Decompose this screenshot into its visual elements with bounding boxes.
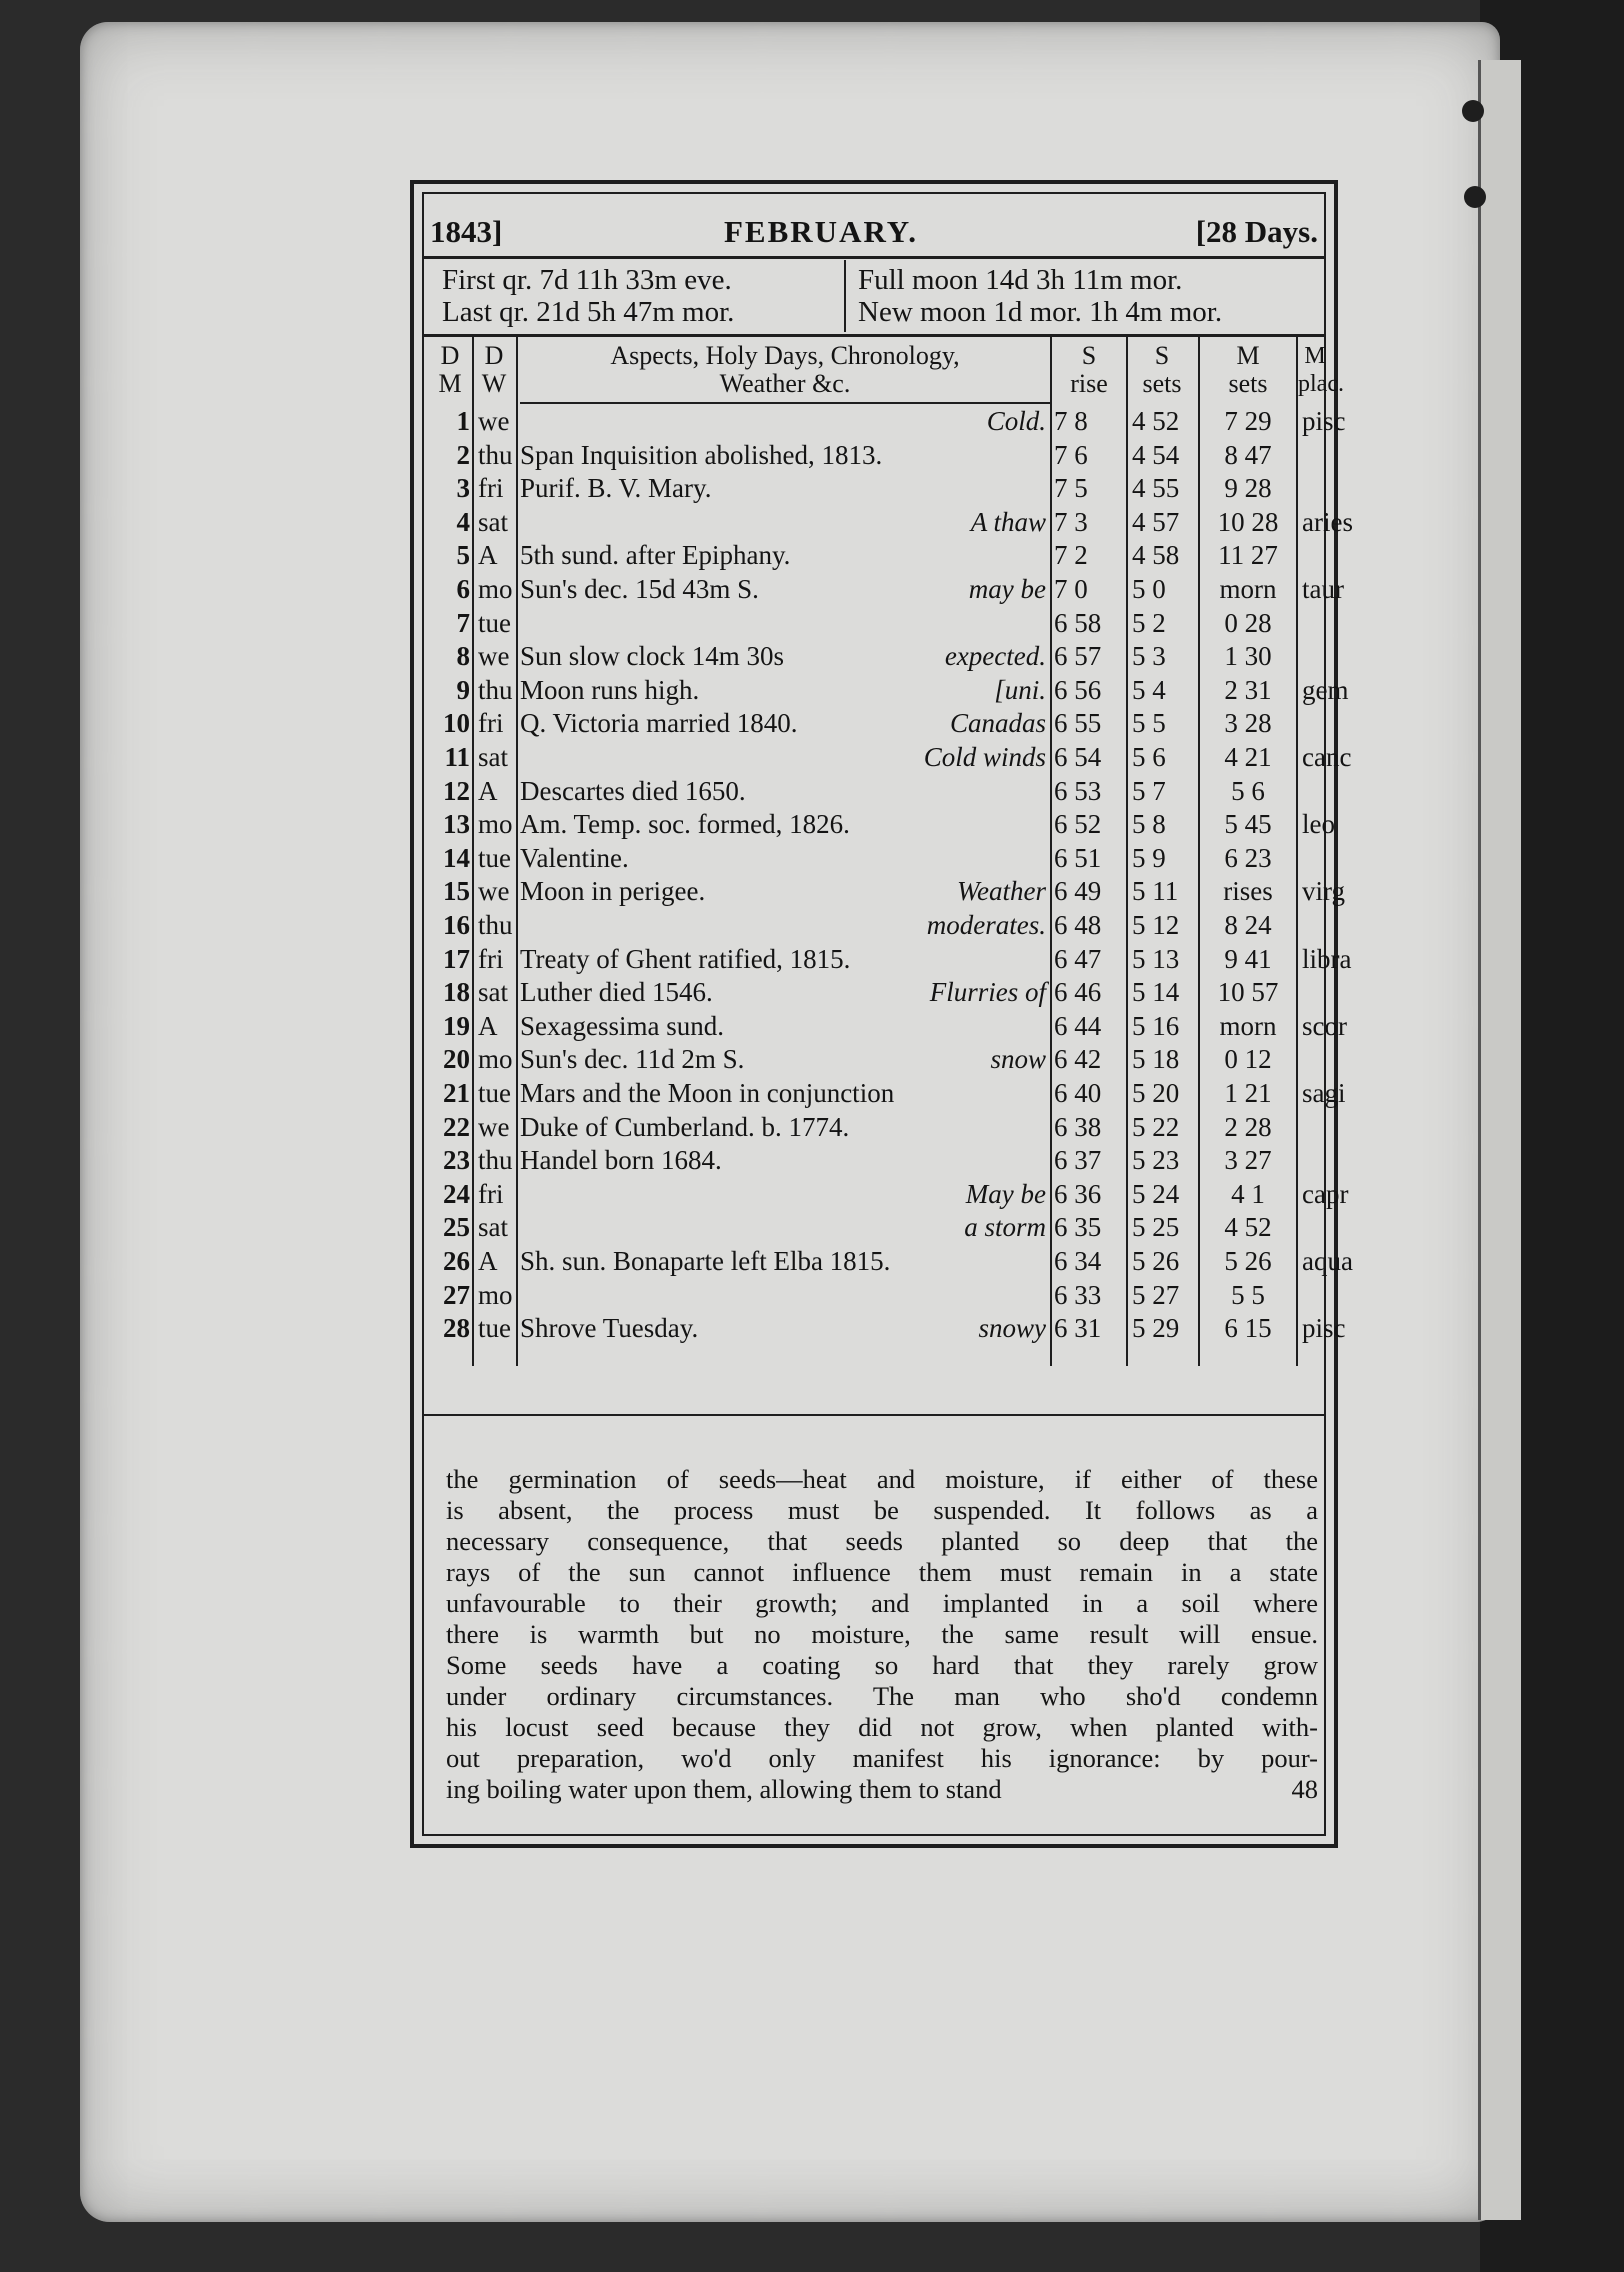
calendar-row <box>424 843 1332 874</box>
event-text: Am. Temp. soc. formed, 1826. <box>520 809 850 840</box>
sun-rise: 6 42 <box>1054 1044 1102 1075</box>
moon-sets: 4 1 <box>1231 1178 1265 1209</box>
calendar-row <box>424 574 1344 605</box>
weather-note: moderates. <box>926 910 1046 940</box>
day-of-week: A <box>478 1246 498 1276</box>
event-text: Moon in perigee. <box>520 876 706 907</box>
event-text: Purif. B. V. Mary. <box>520 473 712 504</box>
day-of-month: 2 <box>456 439 470 470</box>
moon-sets: 9 41 <box>1224 943 1272 974</box>
day-of-month: 11 <box>444 742 470 772</box>
sun-sets: 4 54 <box>1132 439 1180 470</box>
day-of-week: A <box>478 1010 498 1041</box>
moon-sets: 6 23 <box>1224 842 1272 873</box>
calendar-row <box>424 1246 1353 1277</box>
moon-sets: 5 45 <box>1224 809 1272 840</box>
calendar-row <box>424 540 1332 571</box>
calendar-row <box>424 608 1332 639</box>
day-of-week: we <box>478 876 510 907</box>
moon-sets: 1 30 <box>1224 641 1272 672</box>
day-of-week: sat <box>478 742 508 772</box>
sun-sets: 5 12 <box>1132 910 1180 940</box>
calendar-row <box>424 1010 1347 1042</box>
day-of-month: 26 <box>443 1246 470 1276</box>
sun-sets: 5 9 <box>1132 842 1166 873</box>
sun-sets: 5 27 <box>1132 1279 1180 1310</box>
calendar-row <box>424 910 1332 941</box>
moon-sets: 4 21 <box>1224 742 1272 772</box>
col-sun-sets-top: S <box>1154 341 1170 370</box>
col-moon-sets-top: M <box>1236 341 1260 370</box>
days-count: [28 Days. <box>1195 214 1318 249</box>
sun-sets: 5 5 <box>1132 708 1166 739</box>
text-line: ing boiling water upon them, allowing them to stand <box>446 1774 1002 1804</box>
calendar-row <box>424 1044 1332 1075</box>
text-line: under ordinary circumstances. The man who sho'd condemn <box>446 1681 1318 1711</box>
col-sun-rise-top: S <box>1081 341 1097 370</box>
day-of-week: fri <box>478 473 504 504</box>
col-day-month <box>430 342 470 398</box>
day-of-month: 27 <box>443 1279 470 1310</box>
sun-rise: 7 5 <box>1054 473 1088 504</box>
day-of-week: fri <box>478 1178 504 1209</box>
moon-sets: 4 52 <box>1224 1212 1272 1243</box>
sun-rise: 6 56 <box>1054 674 1102 705</box>
sun-sets: 5 11 <box>1132 876 1179 907</box>
event-text: Moon runs high. <box>520 674 700 705</box>
month-title: FEBRUARY. <box>724 214 919 249</box>
day-of-week: sat <box>478 1212 508 1243</box>
event-text: Sun's dec. 15d 43m S. <box>520 574 759 604</box>
sun-rise: 6 54 <box>1054 742 1102 772</box>
col-moon-place-bottom: plac. <box>1298 371 1344 397</box>
calendar-rows <box>424 406 1353 1366</box>
moon-sets: rises <box>1223 876 1273 907</box>
event-text: Descartes died 1650. <box>520 775 746 806</box>
year-label: 1843] <box>430 214 503 249</box>
col-sun-sets-bottom: sets <box>1142 369 1182 398</box>
calendar-row <box>424 1112 1332 1143</box>
moon-sets: 11 27 <box>1218 540 1278 571</box>
col-dm-top: D <box>440 341 460 370</box>
sun-rise: 6 38 <box>1054 1111 1102 1142</box>
calendar-row <box>424 1212 1332 1243</box>
moon-sets: 10 57 <box>1217 977 1279 1008</box>
calendar-row <box>424 1313 1346 1344</box>
moon-sets: 0 28 <box>1224 607 1272 638</box>
day-of-week: mo <box>478 1279 513 1310</box>
event-text: 5th sund. after Epiphany. <box>520 540 791 571</box>
col-moon-sets <box>1200 342 1296 398</box>
day-of-month: 8 <box>456 641 470 672</box>
moon-sets: morn <box>1219 1010 1277 1041</box>
calendar-row <box>424 809 1335 840</box>
day-of-month: 18 <box>443 977 470 1008</box>
sun-sets: 5 26 <box>1132 1246 1180 1276</box>
col-sun-sets <box>1128 342 1196 398</box>
calendar-row <box>424 506 1353 538</box>
sun-rise: 7 3 <box>1054 506 1088 537</box>
text-line: necessary consequence, that seeds planted so deep that the <box>446 1526 1318 1556</box>
day-of-month: 1 <box>456 406 470 436</box>
day-of-week: fri <box>478 943 504 974</box>
event-text: Luther died 1546. <box>520 977 713 1008</box>
day-of-week: sat <box>478 977 508 1008</box>
day-of-week: we <box>478 406 510 436</box>
calendar-row <box>424 876 1346 907</box>
moon-sets: 3 28 <box>1224 708 1272 739</box>
sun-rise: 6 31 <box>1054 1313 1102 1344</box>
binding-hole <box>1462 100 1484 122</box>
text-line-last <box>446 1774 1318 1805</box>
day-of-month: 10 <box>443 708 470 739</box>
day-of-week: fri <box>478 708 504 739</box>
col-aspects <box>520 342 1050 398</box>
moon-place: aries <box>1302 506 1353 537</box>
calendar-row <box>424 440 1332 471</box>
moon-place: scor <box>1302 1010 1347 1041</box>
day-of-month: 25 <box>443 1212 470 1243</box>
moon-place: pisc <box>1302 1313 1346 1344</box>
weather-note: expected. <box>944 641 1046 672</box>
day-of-week: tue <box>478 607 511 638</box>
day-of-month: 17 <box>443 943 470 974</box>
sun-rise: 6 33 <box>1054 1279 1102 1310</box>
day-of-month: 15 <box>443 876 470 907</box>
sun-sets: 5 24 <box>1132 1178 1180 1209</box>
sun-rise: 6 36 <box>1054 1178 1102 1209</box>
sun-sets: 5 2 <box>1132 607 1166 638</box>
sun-rise: 7 8 <box>1054 406 1088 436</box>
col-aspects-line1: Aspects, Holy Days, Chronology, <box>610 341 960 370</box>
moon-sets: 0 12 <box>1224 1044 1272 1075</box>
sun-rise: 7 0 <box>1054 574 1088 604</box>
moon-place: libra <box>1302 943 1352 974</box>
event-text: Shrove Tuesday. <box>520 1313 699 1344</box>
day-of-month: 6 <box>456 574 470 604</box>
sun-sets: 5 0 <box>1132 574 1166 604</box>
sun-rise: 7 6 <box>1054 439 1088 470</box>
sun-rise: 6 53 <box>1054 775 1102 806</box>
day-of-month: 23 <box>443 1145 470 1176</box>
calendar-row <box>424 1078 1346 1109</box>
text-line: there is warmth but no moisture, the same result will ensue. <box>446 1619 1318 1649</box>
sun-rise: 6 34 <box>1054 1246 1102 1276</box>
sun-sets: 5 16 <box>1132 1010 1180 1041</box>
sun-rise: 6 44 <box>1054 1010 1102 1041</box>
calendar-row <box>424 1178 1349 1210</box>
moon-rule <box>424 334 1324 337</box>
day-of-month: 16 <box>443 910 470 940</box>
sun-rise: 6 49 <box>1054 876 1102 907</box>
col-moon-place <box>1298 342 1344 398</box>
day-of-month: 3 <box>456 473 470 504</box>
day-of-week: tue <box>478 1313 511 1344</box>
text-line: Some seeds have a coating so hard that they rarely grow <box>446 1650 1318 1680</box>
moon-sets: 6 15 <box>1224 1313 1272 1344</box>
sun-rise: 6 52 <box>1054 809 1102 840</box>
event-text: Sexagessima sund. <box>520 1010 724 1041</box>
day-of-week: A <box>478 775 498 806</box>
full-moon: Full moon 14d 3h 11m mor. <box>858 264 1183 296</box>
adjacent-page-edge <box>1478 60 1521 2220</box>
calendar-row <box>424 1280 1332 1311</box>
sun-rise: 6 51 <box>1054 842 1102 873</box>
calendar-row <box>424 406 1346 437</box>
almanac-frame <box>410 180 1353 1848</box>
sun-sets: 5 6 <box>1132 742 1166 772</box>
sun-sets: 4 55 <box>1132 473 1180 504</box>
calendar-row <box>424 641 1332 672</box>
weather-note: snow <box>990 1044 1046 1075</box>
calendar-row <box>424 473 1332 504</box>
calendar-row <box>424 1145 1332 1176</box>
event-text: Mars and the Moon in conjunction <box>520 1078 895 1108</box>
weather-note: snowy <box>978 1313 1046 1344</box>
sun-sets: 4 58 <box>1132 540 1180 571</box>
sun-sets: 5 22 <box>1132 1111 1180 1142</box>
almanac-inner-frame <box>422 192 1353 1836</box>
event-text: Sun slow clock 14m 30s <box>520 641 785 672</box>
moon-sets: 7 29 <box>1224 406 1272 436</box>
calendar-row <box>424 708 1332 739</box>
weather-note: May be <box>965 1178 1046 1209</box>
event-text: Span Inquisition abolished, 1813. <box>520 439 883 470</box>
event-text: Q. Victoria married 1840. <box>520 708 798 739</box>
page-number: 48 <box>1291 1774 1318 1804</box>
moon-place: aqua <box>1302 1246 1353 1276</box>
day-of-week: thu <box>478 439 513 470</box>
moon-sets: morn <box>1219 574 1277 604</box>
sun-rise: 6 58 <box>1054 607 1102 638</box>
sun-sets: 5 25 <box>1132 1212 1180 1243</box>
moon-place: gem <box>1302 674 1349 705</box>
calendar-row <box>424 742 1352 773</box>
weather-note: a storm <box>964 1212 1046 1243</box>
sun-sets: 5 13 <box>1132 943 1180 974</box>
day-of-week: thu <box>478 910 513 940</box>
sun-sets: 5 3 <box>1132 641 1166 672</box>
weather-note: Cold. <box>986 406 1046 436</box>
col-dw-top: D <box>484 341 504 370</box>
col-moon-sets-bottom: sets <box>1228 369 1268 398</box>
event-text: Treaty of Ghent ratified, 1815. <box>520 943 851 974</box>
sun-sets: 5 18 <box>1132 1044 1180 1075</box>
event-text: Sun's dec. 11d 2m S. <box>520 1044 745 1075</box>
moon-place: taur <box>1302 574 1344 604</box>
day-of-week: thu <box>478 1145 513 1176</box>
sun-rise: 6 47 <box>1054 943 1102 974</box>
text-line: is absent, the process must be suspended. It follows as a <box>446 1495 1318 1525</box>
binding-hole <box>1464 186 1486 208</box>
moon-place: capr <box>1302 1178 1349 1209</box>
day-of-month: 13 <box>443 809 470 840</box>
moon-place: pisc <box>1302 406 1346 436</box>
text-line: rays of the sun cannot influence them must remain in a state <box>446 1557 1318 1587</box>
sun-sets: 5 14 <box>1132 977 1180 1008</box>
day-of-week: A <box>478 540 498 571</box>
text-line: his locust seed because they did not grow, when planted with- <box>446 1712 1318 1742</box>
moon-sets: 3 27 <box>1224 1145 1272 1176</box>
sun-sets: 5 8 <box>1132 809 1166 840</box>
sun-sets: 4 57 <box>1132 506 1180 537</box>
calendar-row <box>424 943 1352 975</box>
sun-rise: 6 55 <box>1054 708 1102 739</box>
col-sun-rise <box>1054 342 1124 398</box>
weather-note: Canadas <box>949 708 1046 739</box>
moon-sets: 9 28 <box>1224 473 1272 504</box>
moon-place: virg <box>1302 876 1346 907</box>
moon-sets: 5 26 <box>1224 1246 1272 1276</box>
weather-note: Cold winds <box>923 742 1046 772</box>
weather-note: A thaw <box>970 506 1046 537</box>
day-of-week: sat <box>478 506 508 537</box>
text-line: unfavourable to their growth; and implanted in a soil where <box>446 1588 1318 1618</box>
col-sun-rise-bottom: rise <box>1070 369 1108 398</box>
moon-sets: 8 24 <box>1224 910 1272 940</box>
day-of-month: 21 <box>443 1078 470 1108</box>
sun-sets: 5 7 <box>1132 775 1166 806</box>
moon-sets: 2 31 <box>1224 674 1272 705</box>
day-of-month: 4 <box>456 506 470 537</box>
sun-rise: 6 35 <box>1054 1212 1102 1243</box>
moon-place: canc <box>1302 742 1352 772</box>
text-line: the germination of seeds—heat and moisture, if either of these <box>446 1464 1318 1494</box>
weather-note: Weather <box>957 876 1046 907</box>
event-text: Duke of Cumberland. b. 1774. <box>520 1111 850 1142</box>
day-of-week: we <box>478 641 510 672</box>
sun-rise: 6 46 <box>1054 977 1102 1008</box>
moon-sets: 5 6 <box>1231 775 1265 806</box>
col-aspects-line2: Weather &c. <box>719 369 851 398</box>
day-of-week: we <box>478 1111 510 1142</box>
table-bottom-rule <box>424 1414 1324 1416</box>
day-of-month: 7 <box>456 607 470 638</box>
day-of-week: thu <box>478 674 513 705</box>
day-of-month: 28 <box>443 1313 470 1344</box>
day-of-week: mo <box>478 1044 513 1075</box>
moon-sets: 1 21 <box>1224 1078 1272 1108</box>
event-text: Sh. sun. Bonaparte left Elba 1815. <box>520 1246 891 1276</box>
sun-sets: 4 52 <box>1132 406 1180 436</box>
moon-sets: 10 28 <box>1217 506 1279 537</box>
header-rule <box>424 256 1324 259</box>
col-moon-place-top: M <box>1304 343 1326 369</box>
day-of-month: 9 <box>456 674 470 705</box>
sun-sets: 5 4 <box>1132 674 1166 705</box>
day-of-week: mo <box>478 809 513 840</box>
col-dm-bottom: M <box>438 369 462 398</box>
calendar-row <box>424 977 1332 1008</box>
sun-rise: 7 2 <box>1054 540 1088 571</box>
text-line: out preparation, wo'd only manifest his ignorance: by pour- <box>446 1743 1318 1773</box>
event-text: Valentine. <box>520 842 629 873</box>
sun-rise: 6 37 <box>1054 1145 1102 1176</box>
moon-place: sagi <box>1302 1078 1346 1108</box>
day-of-month: 19 <box>443 1010 470 1041</box>
aspects-rule <box>520 402 1050 404</box>
sun-sets: 5 23 <box>1132 1145 1180 1176</box>
first-quarter: First qr. 7d 11h 33m eve. <box>442 264 732 296</box>
weather-note: [uni. <box>994 674 1046 705</box>
day-of-week: mo <box>478 574 513 604</box>
day-of-week: tue <box>478 842 511 873</box>
calendar-row <box>424 674 1349 706</box>
day-of-month: 22 <box>443 1111 470 1142</box>
article-text <box>446 1464 1318 1805</box>
weather-note: may be <box>968 574 1046 604</box>
col-dw-bottom: W <box>481 369 507 398</box>
day-of-month: 20 <box>443 1044 470 1075</box>
new-moon: New moon 1d mor. 1h 4m mor. <box>858 296 1223 328</box>
event-text: Handel born 1684. <box>520 1145 722 1176</box>
day-of-month: 12 <box>443 775 470 806</box>
sun-rise: 6 40 <box>1054 1078 1102 1108</box>
day-of-week: tue <box>478 1078 511 1108</box>
moon-place: leo <box>1302 809 1335 840</box>
moon-sets: 5 5 <box>1231 1279 1265 1310</box>
sun-sets: 5 20 <box>1132 1078 1180 1108</box>
calendar-row <box>424 776 1332 807</box>
last-quarter: Last qr. 21d 5h 47m mor. <box>442 296 735 328</box>
col-day-week <box>474 342 514 398</box>
moon-divider <box>844 260 846 332</box>
day-of-month: 5 <box>456 540 470 571</box>
moon-sets: 2 28 <box>1224 1111 1272 1142</box>
sun-sets: 5 29 <box>1132 1313 1180 1344</box>
sun-rise: 6 48 <box>1054 910 1102 940</box>
day-of-month: 14 <box>443 842 470 873</box>
moon-sets: 8 47 <box>1224 439 1272 470</box>
day-of-month: 24 <box>443 1178 470 1209</box>
sun-rise: 6 57 <box>1054 641 1102 672</box>
weather-note: Flurries of <box>929 977 1046 1008</box>
